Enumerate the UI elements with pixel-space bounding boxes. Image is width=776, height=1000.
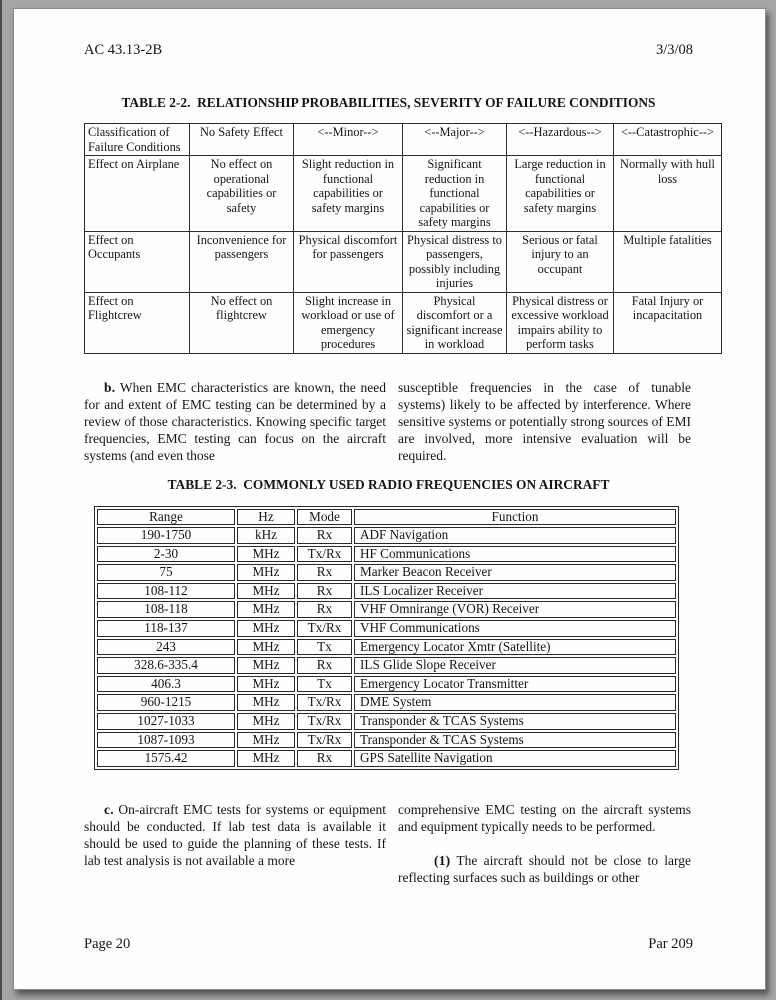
table-row	[85, 156, 722, 232]
table-cell: 108-112	[97, 583, 235, 600]
table-cell: Marker Beacon Receiver	[354, 564, 676, 581]
table-row	[97, 601, 676, 618]
table-cell: Tx/Rx	[297, 732, 352, 749]
table-cell: Slight increase in workload or use of emergency procedures	[294, 292, 403, 353]
table-cell: 75	[97, 564, 235, 581]
table-cell: Transponder & TCAS Systems	[354, 732, 676, 749]
table-cell: No effect on operational capabilities or safety	[190, 156, 294, 232]
table-cell: MHz	[237, 732, 295, 749]
column-header: Hz	[237, 509, 295, 526]
table-cell: VHF Omnirange (VOR) Receiver	[354, 601, 676, 618]
radio-frequencies-table	[94, 506, 679, 770]
table-cell: 406.3	[97, 676, 235, 693]
table-cell: Physical discomfort or a significant increase in workload	[403, 292, 507, 353]
table-cell: MHz	[237, 601, 295, 618]
table-cell: Transponder & TCAS Systems	[354, 713, 676, 730]
column-header: <--Major-->	[403, 124, 507, 156]
table-cell: Slight reduction in functional capabilities or safety margins	[294, 156, 403, 232]
table-cell: Rx	[297, 601, 352, 618]
table-row	[97, 639, 676, 656]
table-cell: 960-1215	[97, 694, 235, 711]
table-row	[97, 694, 676, 711]
document-number: AC 43.13-2B	[84, 42, 163, 58]
table-cell: Tx/Rx	[297, 694, 352, 711]
table-cell: MHz	[237, 750, 295, 767]
subparagraph-1-label: (1)	[434, 852, 451, 868]
paragraph-b-section	[84, 379, 693, 464]
table-cell: Tx	[297, 676, 352, 693]
table-row	[97, 732, 676, 749]
table-cell: 190-1750	[97, 527, 235, 544]
table-cell: Fatal Injury or incapacitation	[614, 292, 722, 353]
table-cell: Physical distress or excessive workload impairs ability to perform tasks	[507, 292, 614, 353]
column-header: <--Hazardous-->	[507, 124, 614, 156]
table-cell: Rx	[297, 527, 352, 544]
subparagraph-1-text: The aircraft should not be close to large reflecting surfaces such as buildings or other	[398, 852, 691, 885]
table-cell: Large reduction in functional capabilities or safety margins	[507, 156, 614, 232]
table-2-2-title: TABLE 2-2. RELATIONSHIP PROBABILITIES, SEVERITY OF FAILURE CONDITIONS	[121, 95, 656, 110]
paragraph-reference: Par 209	[648, 936, 693, 952]
table-row	[85, 292, 722, 353]
table-cell: Emergency Locator Xmtr (Satellite)	[354, 639, 676, 656]
column-header: <--Minor-->	[294, 124, 403, 156]
paragraph-b-label: b.	[104, 379, 116, 395]
table-cell: Physical discomfort for passengers	[294, 231, 403, 292]
column-header: Classification of Failure Conditions	[85, 124, 190, 156]
paragraph-c-right-column	[398, 801, 691, 886]
table-cell: Tx	[297, 639, 352, 656]
paragraph-c-right-text: comprehensive EMC testing on the aircraft systems and equipment typically needs to be performed.	[398, 801, 691, 834]
table-cell: VHF Communications	[354, 620, 676, 637]
table-cell: GPS Satellite Navigation	[354, 750, 676, 767]
table-cell: Multiple fatalities	[614, 231, 722, 292]
document-page	[13, 8, 766, 990]
table-row	[97, 620, 676, 637]
table-header-row	[85, 124, 722, 156]
table-cell: Rx	[297, 657, 352, 674]
table-row	[97, 564, 676, 581]
table-cell: 1087-1093	[97, 732, 235, 749]
table-cell: 118-137	[97, 620, 235, 637]
table-cell: Tx/Rx	[297, 713, 352, 730]
column-header: <--Catastrophic-->	[614, 124, 722, 156]
table-cell: MHz	[237, 713, 295, 730]
table-row	[97, 713, 676, 730]
paragraph-b-left-column	[84, 379, 386, 464]
table-cell: 1027-1033	[97, 713, 235, 730]
paragraph-b-right-column: susceptible frequencies in the case of tunable systems) likely to be affected by interference. Where sensitive systems or potentially strong sources of EMI are involved, more intensive evaluation will be required.	[398, 379, 691, 463]
table-row	[85, 231, 722, 292]
table-cell: MHz	[237, 639, 295, 656]
page-footer	[84, 936, 693, 953]
table-cell: 1575.42	[97, 750, 235, 767]
table-row	[97, 546, 676, 563]
paragraph-b-left-text: When EMC characteristics are known, the need for and extent of EMC testing can be determined by a review of those characteristics. Knowing specific target frequencies, EMC testing can focus on the aircraft systems (and even those	[84, 379, 386, 463]
table-cell: MHz	[237, 676, 295, 693]
table-cell: Normally with hull loss	[614, 156, 722, 232]
table-cell: Rx	[297, 564, 352, 581]
document-date: 3/3/08	[655, 42, 693, 58]
table-cell: MHz	[237, 694, 295, 711]
table-row	[97, 583, 676, 600]
table-header-row	[97, 509, 676, 526]
table-row	[97, 750, 676, 767]
table-cell: MHz	[237, 657, 295, 674]
table-2-3-title: TABLE 2-3. COMMONLY USED RADIO FREQUENCIES ON AIRCRAFT	[167, 476, 610, 492]
paragraph-c-left-column	[84, 801, 386, 886]
table-cell: Rx	[297, 750, 352, 767]
paragraph-c-left-text: On-aircraft EMC tests for systems or equipment should be conducted. If lab test data is available it should be used to guide the planning of these tests. If lab test analysis is not available a more	[84, 801, 386, 868]
column-header: Range	[97, 509, 235, 526]
table-cell: Tx/Rx	[297, 620, 352, 637]
table-cell: Inconvenience for passengers	[190, 231, 294, 292]
table-cell: Effect on Airplane	[85, 156, 190, 232]
table-cell: 328.6-335.4	[97, 657, 235, 674]
table-cell: MHz	[237, 620, 295, 637]
table-cell: ILS Glide Slope Receiver	[354, 657, 676, 674]
table-cell: Effect on Occupants	[85, 231, 190, 292]
table-cell: HF Communications	[354, 546, 676, 563]
table-row	[97, 657, 676, 674]
table-cell: Tx/Rx	[297, 546, 352, 563]
subparagraph-1	[398, 852, 691, 886]
table-cell: Serious or fatal injury to an occupant	[507, 231, 614, 292]
table-row	[97, 527, 676, 544]
table-cell: DME System	[354, 694, 676, 711]
table-cell: ILS Localizer Receiver	[354, 583, 676, 600]
table-cell: Rx	[297, 583, 352, 600]
table-cell: MHz	[237, 546, 295, 563]
page-number: Page 20	[84, 936, 131, 952]
column-header: No Safety Effect	[190, 124, 294, 156]
table-cell: Effect on Flightcrew	[85, 292, 190, 353]
table-cell: Significant reduction in functional capabilities or safety margins	[403, 156, 507, 232]
table-cell: 243	[97, 639, 235, 656]
table-cell: MHz	[237, 564, 295, 581]
table-row	[97, 676, 676, 693]
table-cell: ADF Navigation	[354, 527, 676, 544]
column-header: Mode	[297, 509, 352, 526]
table-cell: Emergency Locator Transmitter	[354, 676, 676, 693]
paragraph-c-section	[84, 801, 693, 886]
table-cell: Physical distress to passengers, possibly including injuries	[403, 231, 507, 292]
table-cell: 2-30	[97, 546, 235, 563]
paragraph-c-label: c.	[104, 801, 114, 817]
failure-conditions-table	[84, 123, 722, 354]
page-header	[84, 42, 693, 59]
table-cell: No effect on flightcrew	[190, 292, 294, 353]
table-cell: MHz	[237, 583, 295, 600]
table-cell: kHz	[237, 527, 295, 544]
column-header: Function	[354, 509, 676, 526]
table-cell: 108-118	[97, 601, 235, 618]
